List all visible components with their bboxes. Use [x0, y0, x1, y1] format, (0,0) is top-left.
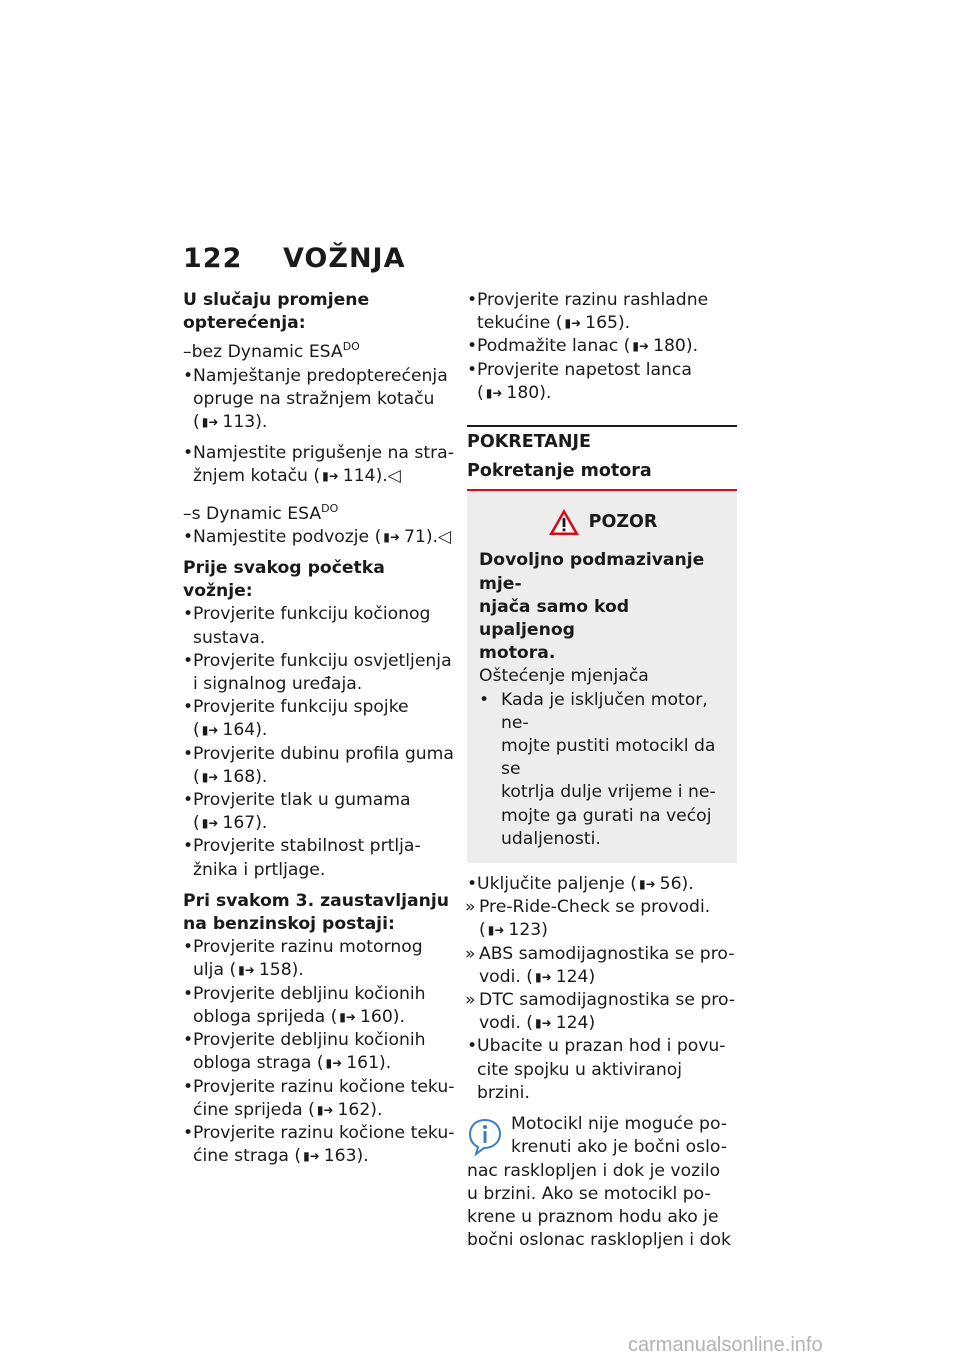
page-reference-arrow-icon: ▮➜	[238, 963, 255, 978]
page-reference-arrow-icon: ▮➜	[339, 1009, 356, 1024]
list-item: • Provjerite dubinu profila guma ( ▮➜ 168).	[183, 743, 455, 789]
page-link[interactable]: 160).	[359, 1006, 405, 1027]
page-link[interactable]: 180).	[506, 382, 552, 403]
page-reference-arrow-icon: ▮➜	[325, 1056, 343, 1071]
warning-header	[479, 507, 725, 537]
page-link[interactable]: 71).◁	[403, 526, 452, 547]
result-item: » ABS samodijagnostika se pro- vodi. ( ▮➜ 124)	[467, 943, 737, 989]
page-reference-arrow-icon: ▮➜	[201, 415, 219, 430]
heading-before-ride: Prije svakog početka vožnje:	[183, 558, 385, 602]
list-item: • Ubacite u prazan hod i povu- cite spojku u aktiviranoj brzini.	[467, 1035, 737, 1105]
page-number: 122	[183, 243, 243, 274]
page-reference-arrow-icon: ▮➜	[201, 816, 219, 831]
page-link[interactable]: 56).	[659, 874, 694, 895]
list-item: • Provjerite razinu kočione teku- ćine sprijeda ( ▮➜ 162).	[183, 1076, 455, 1122]
page-link[interactable]: 161).	[346, 1053, 392, 1074]
warning-bullet: • Kada je isključen motor, ne- mojte pustiti motocikl da se kotrlja dulje vrijeme i ne- mojte ga gurati na većoj udaljenosti.	[479, 689, 725, 851]
list-item: • Provjerite funkciju kočionog sustava.	[183, 603, 455, 649]
result-item: » DTC samodijagnostika se pro- vodi. ( ▮➜ 124)	[467, 989, 737, 1035]
page-reference-arrow-icon: ▮➜	[638, 877, 656, 892]
page-link[interactable]: 158).	[258, 960, 304, 981]
info-icon	[467, 1117, 503, 1157]
warning-label: POZOR	[588, 511, 658, 532]
list-item: • Provjerite tlak u gumama ( ▮➜ 167).	[183, 789, 455, 835]
page-reference-arrow-icon: ▮➜	[201, 769, 219, 784]
warning-consequence: Oštećenje mjenjača	[479, 666, 649, 687]
page-reference-arrow-icon: ▮➜	[322, 469, 339, 484]
list-item: • Provjerite funkciju spojke ( ▮➜ 164).	[183, 696, 455, 742]
page-header	[183, 243, 406, 274]
variant-without-esa: –bez Dynamic $ESA^{DO}$	[183, 340, 360, 363]
right-column	[467, 289, 737, 1252]
section-divider	[467, 425, 737, 427]
variant-with-esa: –s Dynamic $ESA^{DO}$	[183, 501, 339, 524]
list-item: • Namještanje predopterećenja opruge na stražnjem kotaču ( ▮➜ 113).	[183, 365, 455, 435]
page-link[interactable]: 162).	[337, 1099, 383, 1120]
list-item: • Provjerite razinu kočione teku- ćine straga ( ▮➜ 163).	[183, 1122, 455, 1168]
page-title: VOŽNJA	[283, 243, 406, 274]
list-item: • Provjerite debljinu kočionih obloga sprijeda ( ▮➜ 160).	[183, 983, 455, 1029]
list-item: • Provjerite debljinu kočionih obloga straga ( ▮➜ 161).	[183, 1029, 455, 1075]
page-reference-arrow-icon: ▮➜	[535, 1016, 552, 1031]
warning-triangle-icon	[547, 507, 581, 537]
page-link[interactable]: 113).	[222, 412, 268, 433]
section-title: POKRETANJE	[467, 432, 591, 453]
page-link[interactable]: 165).	[585, 313, 631, 334]
list-item: • Uključite paljenje ( ▮➜ 56).	[467, 873, 737, 896]
list-item: • Podmažite lanac ( ▮➜ 180).	[467, 335, 737, 358]
page-reference-arrow-icon: ▮➜	[316, 1102, 334, 1117]
info-note: Motocikl nije moguće po- krenuti ako je bočni oslo- nac rasklopljen i dok je vozilo u brzini. Ako se motocikl po- krene u praznom hodu ako je bočni oslonac rasklopljen i dok	[467, 1114, 731, 1251]
page-link[interactable]: 123)	[508, 920, 548, 941]
list-item: • Provjerite napetost lanca ( ▮➜ 180).	[467, 359, 737, 405]
heading-fuel-stop: Pri svakom 3. zaustavljanju na benzinskoj postaji:	[183, 890, 449, 935]
page-link[interactable]: 167).	[222, 813, 268, 834]
page-reference-arrow-icon: ▮➜	[201, 723, 219, 738]
page-link[interactable]: 168).	[222, 766, 268, 787]
result-item: » Pre-Ride-Check se provodi. ( ▮➜ 123)	[467, 896, 737, 942]
list-item: • Provjerite stabilnost prtlja- žnika i prtljage.	[183, 835, 455, 881]
left-column	[183, 289, 455, 1168]
list-item: • Provjerite razinu rashladne tekućine ( ▮➜ 165).	[467, 289, 737, 335]
list-item: • Namjestite prigušenje na stra- žnjem kotaču ( ▮➜ 114).◁	[183, 442, 455, 488]
page-reference-arrow-icon: ▮➜	[564, 316, 582, 331]
page-link[interactable]: 114).◁	[342, 466, 401, 487]
page-link[interactable]: 164).	[222, 720, 268, 741]
page-reference-arrow-icon: ▮➜	[303, 1149, 320, 1164]
list-item: • Provjerite razinu motornog ulja ( ▮➜ 158).	[183, 936, 455, 982]
page-reference-arrow-icon: ▮➜	[383, 529, 400, 544]
page-reference-arrow-icon: ▮➜	[485, 385, 503, 400]
warning-box	[467, 491, 737, 863]
list-item: • Provjerite funkciju osvjetljenja i signalnog uređaja.	[183, 650, 455, 696]
page-reference-arrow-icon: ▮➜	[632, 339, 650, 354]
page-link[interactable]: 163).	[323, 1146, 369, 1167]
page-reference-arrow-icon: ▮➜	[535, 969, 552, 984]
warning-headline: Dovoljno podmazivanje mje- njača samo kod upaljenog motora.	[479, 550, 705, 664]
page-link[interactable]: 124)	[555, 966, 596, 987]
page-link[interactable]: 180).	[653, 336, 699, 357]
heading-load-change: U slučaju promjene opterećenja:	[183, 290, 370, 334]
page-link[interactable]: 124)	[555, 1013, 596, 1034]
watermark: carmanualsonline.info	[628, 1334, 823, 1356]
page-reference-arrow-icon: ▮➜	[487, 923, 505, 938]
subsection-title: Pokretanje motora	[467, 461, 652, 482]
list-item: • Namjestite podvozje ( ▮➜ 71).◁	[183, 526, 455, 549]
